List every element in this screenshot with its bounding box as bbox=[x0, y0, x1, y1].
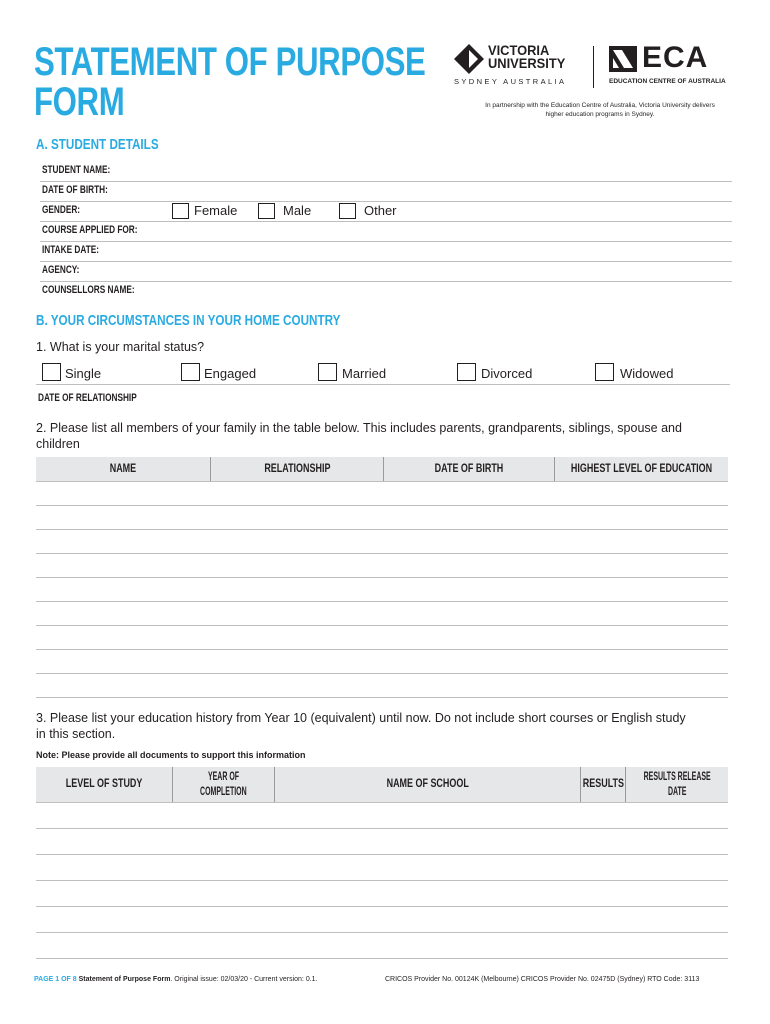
gender-male-checkbox[interactable] bbox=[258, 203, 275, 219]
footer-issue: . Original issue: 02/03/20 - Current version: 0.1. bbox=[170, 976, 318, 983]
intake-date-field[interactable] bbox=[40, 241, 732, 262]
table-row[interactable] bbox=[36, 625, 728, 626]
table-row[interactable] bbox=[36, 880, 728, 881]
student-name-field[interactable] bbox=[40, 161, 732, 182]
course-applied-label: COURSE APPLIED FOR: bbox=[42, 224, 138, 236]
table-row[interactable] bbox=[36, 673, 728, 674]
vu-location: SYDNEY AUSTRALIA bbox=[454, 77, 567, 86]
vu-line-1: VICTORIA bbox=[488, 42, 550, 58]
table-row[interactable] bbox=[36, 505, 728, 506]
gender-field bbox=[40, 201, 732, 222]
edu-col-school: NAME OF SCHOOL bbox=[386, 778, 469, 790]
course-applied-field[interactable] bbox=[40, 221, 732, 242]
gender-label: GENDER: bbox=[42, 204, 81, 216]
table-row[interactable] bbox=[36, 828, 728, 829]
date-of-birth-field[interactable] bbox=[40, 181, 732, 202]
page-title bbox=[34, 42, 425, 122]
table-row[interactable] bbox=[36, 529, 728, 530]
family-col-relationship: RELATIONSHIP bbox=[263, 462, 331, 475]
table-row[interactable] bbox=[36, 958, 728, 959]
marital-single-checkbox[interactable] bbox=[42, 363, 61, 381]
table-row[interactable] bbox=[36, 697, 728, 698]
partnership-note bbox=[440, 101, 760, 119]
education-table-header bbox=[36, 767, 728, 803]
gender-other-label: Other bbox=[364, 203, 397, 218]
counsellor-name-label: COUNSELLORS NAME: bbox=[42, 284, 135, 296]
marital-divorced-checkbox[interactable] bbox=[457, 363, 476, 381]
vu-line-2: UNIVERSITY bbox=[488, 55, 566, 71]
intake-date-label: INTAKE DATE: bbox=[42, 244, 99, 256]
section-b-heading: B. YOUR CIRCUMSTANCES IN YOUR HOME COUNTRY bbox=[36, 312, 341, 329]
gender-other-checkbox[interactable] bbox=[339, 203, 356, 219]
date-of-relationship-label: DATE OF RELATIONSHIP bbox=[38, 392, 137, 404]
gender-male-label: Male bbox=[283, 203, 312, 218]
marital-single-label: Single bbox=[65, 366, 102, 381]
table-row[interactable] bbox=[36, 932, 728, 933]
question-1: 1. What is your marital status? bbox=[36, 340, 205, 354]
eca-logo-icon bbox=[609, 46, 637, 72]
marital-married-checkbox[interactable] bbox=[318, 363, 337, 381]
question-3-line-1: 3. Please list your education history from Year 10 (equivalent) until now. Do not include short courses or English study bbox=[36, 711, 686, 725]
date-of-relationship-field[interactable] bbox=[36, 389, 728, 409]
marital-status-options bbox=[36, 362, 730, 385]
table-row[interactable] bbox=[36, 649, 728, 650]
edu-col-release-date: RESULTS RELEASE DATE bbox=[643, 770, 711, 798]
table-row[interactable] bbox=[36, 577, 728, 578]
eca-full-name: EDUCATION CENTRE OF AUSTRALIA bbox=[609, 78, 726, 85]
partnership-line-1: In partnership with the Education Centre of Australia, Victoria University delivers bbox=[485, 102, 715, 109]
edu-col-level: LEVEL OF STUDY bbox=[65, 778, 143, 790]
family-col-education: HIGHEST LEVEL OF EDUCATION bbox=[570, 462, 713, 475]
question-3-line-2: in this section. bbox=[36, 727, 116, 741]
agency-field[interactable] bbox=[40, 261, 732, 282]
gender-female-label: Female bbox=[194, 203, 238, 218]
question-3 bbox=[36, 710, 736, 742]
title-line-1: STATEMENT OF PURPOSE bbox=[34, 40, 426, 84]
supporting-documents-note: Note: Please provide all documents to support this information bbox=[36, 750, 306, 760]
student-name-label: STUDENT NAME: bbox=[42, 164, 111, 176]
family-col-name: NAME bbox=[109, 462, 137, 475]
partnership-line-2: higher education programs in Sydney. bbox=[545, 111, 655, 118]
eca-wordmark: ECA bbox=[642, 41, 709, 74]
question-2 bbox=[36, 420, 736, 452]
edu-col-year: YEAR OF COMPLETION bbox=[200, 770, 247, 798]
section-a-heading: A. STUDENT DETAILS bbox=[36, 136, 159, 153]
footer-doc-title: Statement of Purpose Form bbox=[78, 976, 171, 983]
marital-engaged-label: Engaged bbox=[204, 366, 257, 381]
marital-widowed-checkbox[interactable] bbox=[595, 363, 614, 381]
footer-left bbox=[34, 976, 318, 983]
table-row[interactable] bbox=[36, 553, 728, 554]
agency-label: AGENCY: bbox=[42, 264, 80, 276]
marital-widowed-label: Widowed bbox=[620, 366, 674, 381]
date-of-birth-label: DATE OF BIRTH: bbox=[42, 184, 108, 196]
marital-married-label: Married bbox=[342, 366, 387, 381]
question-2-line-1: 2. Please list all members of your family in the table below. This includes parents, grandparents, siblings, spouse and bbox=[36, 421, 682, 435]
footer-cricos: CRICOS Provider No. 00124K (Melbourne) CRICOS Provider No. 02475D (Sydney) RTO Code: 3113 bbox=[385, 976, 700, 983]
question-2-line-2: children bbox=[36, 437, 80, 451]
title-line-2: FORM bbox=[34, 80, 125, 124]
gender-female-checkbox[interactable] bbox=[172, 203, 189, 219]
logo-divider bbox=[593, 46, 594, 88]
page-number: PAGE 1 OF 8 bbox=[34, 976, 77, 983]
family-col-dob: DATE OF BIRTH bbox=[434, 462, 504, 475]
table-row[interactable] bbox=[36, 906, 728, 907]
marital-engaged-checkbox[interactable] bbox=[181, 363, 200, 381]
family-table-header bbox=[36, 457, 728, 482]
table-row[interactable] bbox=[36, 854, 728, 855]
logo-area bbox=[452, 42, 742, 88]
marital-divorced-label: Divorced bbox=[481, 366, 533, 381]
counsellor-name-field[interactable] bbox=[40, 281, 732, 301]
edu-col-results: RESULTS bbox=[582, 778, 624, 790]
table-row[interactable] bbox=[36, 601, 728, 602]
vu-wordmark bbox=[488, 44, 565, 70]
victoria-university-logo-icon bbox=[454, 44, 484, 74]
